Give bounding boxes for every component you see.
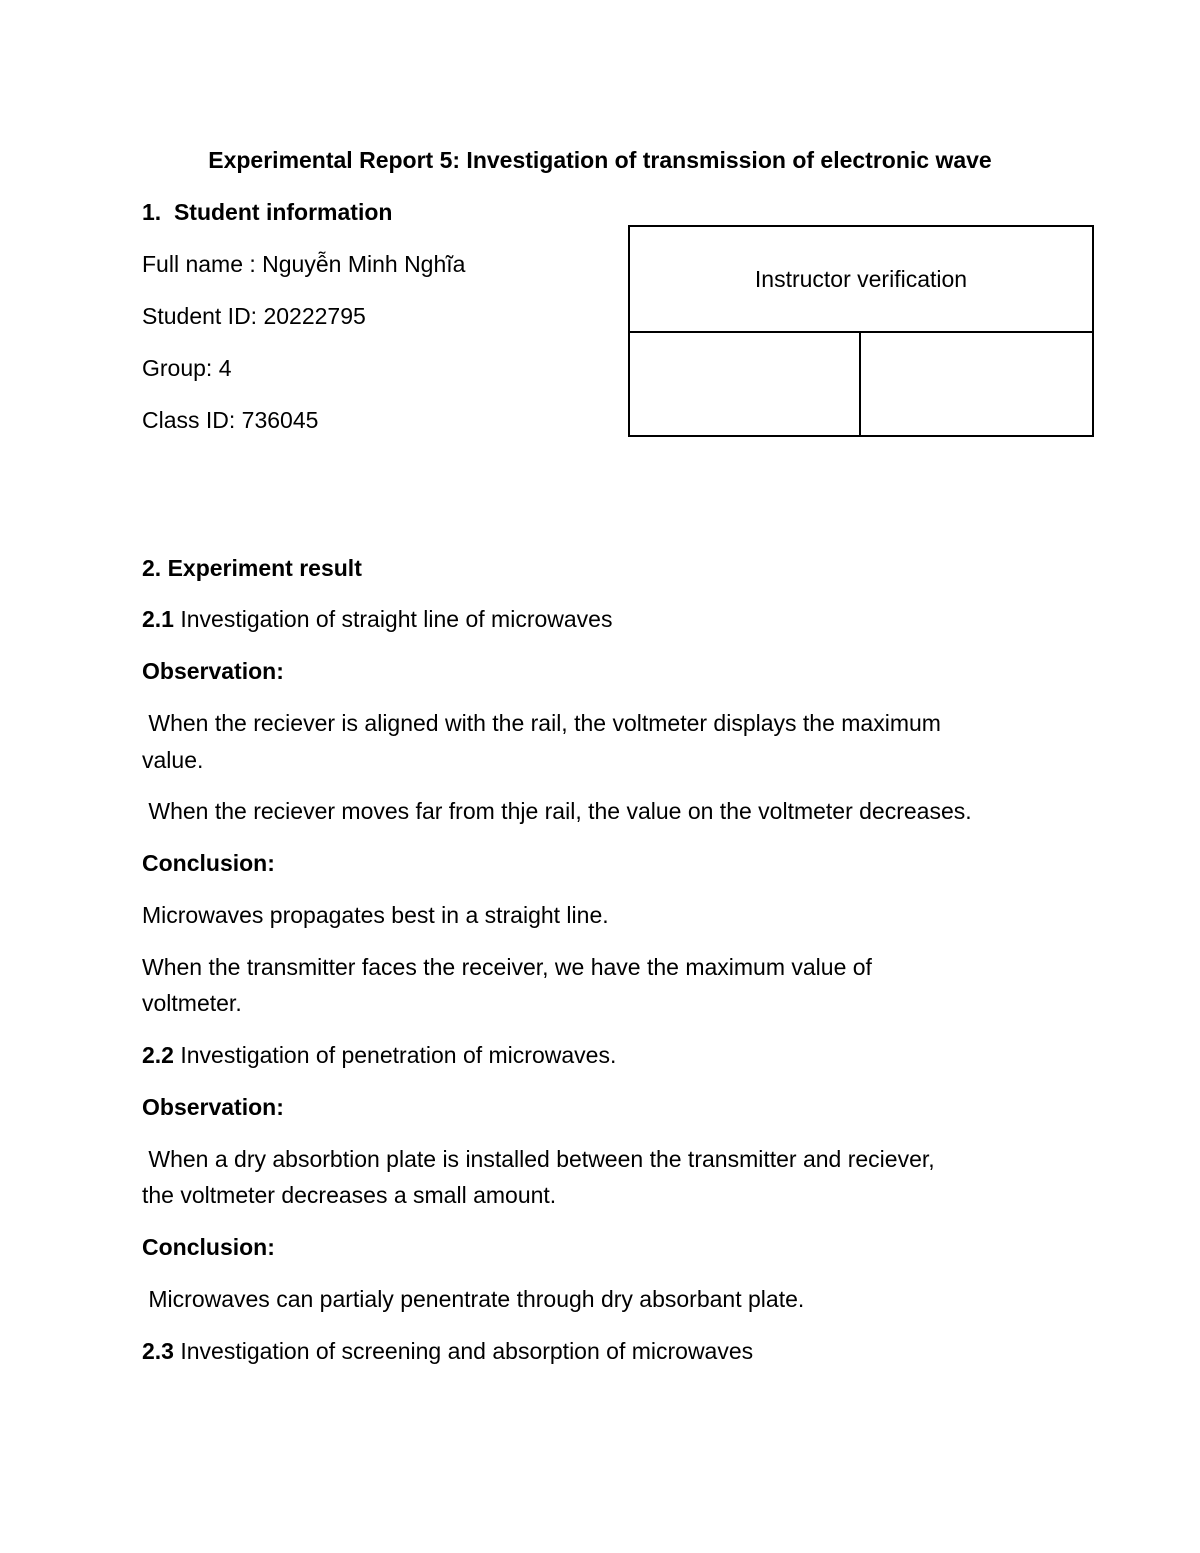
conclusion-label: Conclusion: — [142, 850, 275, 876]
conclusion-text: Microwaves can partialy penentrate through dry absorbant plate. — [142, 1286, 805, 1312]
group: Group: 4 — [142, 355, 232, 381]
verification-cell-right — [861, 333, 1092, 435]
experiment-result-heading: 2. Experiment result — [142, 555, 362, 581]
conclusion-text: When the transmitter faces the receiver, we have the maximum value of — [142, 954, 872, 980]
report-title: Experimental Report 5: Investigation of transmission of electronic wave — [208, 147, 992, 173]
observation-text: When the reciever is aligned with the rail, the voltmeter displays the maximum — [142, 710, 941, 736]
section-2-2-heading — [142, 1037, 616, 1073]
class-id: Class ID: 736045 — [142, 407, 319, 433]
section-title: Investigation of penetration of microwaves. — [173, 1042, 617, 1068]
full-name: Full name : Nguyễn Minh Nghĩa — [142, 251, 466, 277]
section-title: Investigation of straight line of microwaves — [173, 606, 613, 632]
conclusion-text: voltmeter. — [142, 990, 242, 1016]
student-id: Student ID: 20222795 — [142, 303, 366, 329]
section-title: Investigation of screening and absorption of microwaves — [173, 1338, 754, 1364]
observation-text: When the reciever moves far from thje rail, the value on the voltmeter decreases. — [142, 798, 972, 824]
section-2-1-heading — [142, 601, 612, 637]
verification-cell-left — [630, 333, 861, 435]
observation-text: the voltmeter decreases a small amount. — [142, 1182, 557, 1208]
observation-text: value. — [142, 747, 204, 773]
instructor-verification-table — [628, 225, 1094, 437]
instructor-verification-label: Instructor verification — [630, 227, 1092, 333]
conclusion-label: Conclusion: — [142, 1234, 275, 1260]
observation-label: Observation: — [142, 658, 284, 684]
student-info-heading: 1. Student information — [142, 199, 393, 225]
section-number: 2.2 — [142, 1042, 174, 1068]
section-2-3-heading — [142, 1333, 753, 1369]
observation-label: Observation: — [142, 1094, 284, 1120]
observation-text: When a dry absorbtion plate is installed between the transmitter and reciever, — [142, 1146, 935, 1172]
section-number: 2.1 — [142, 606, 174, 632]
section-number: 2.3 — [142, 1338, 174, 1364]
conclusion-text: Microwaves propagates best in a straight line. — [142, 902, 609, 928]
